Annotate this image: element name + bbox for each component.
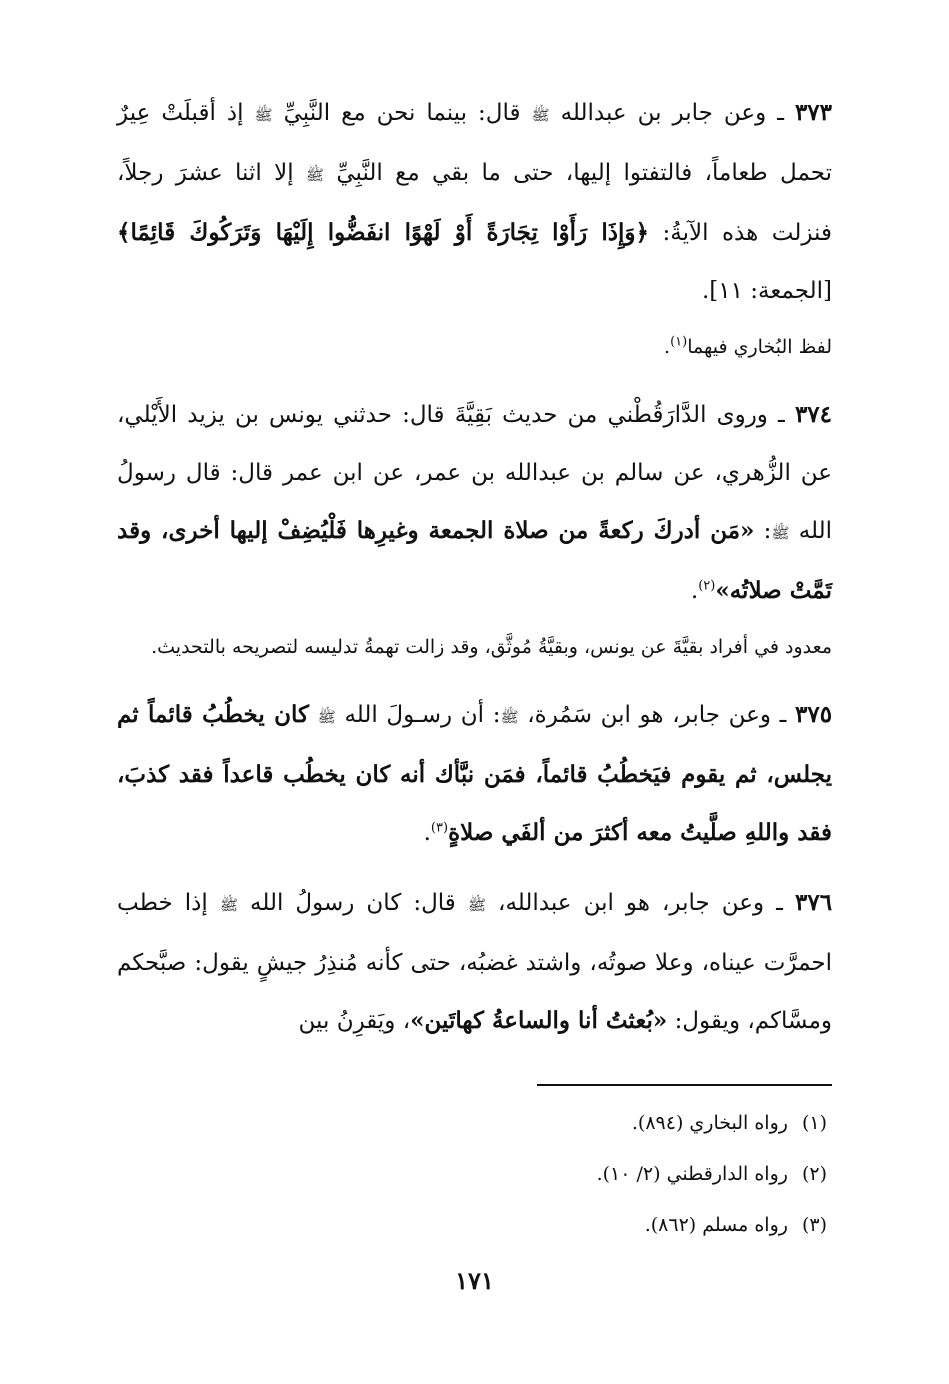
footnote-mark: (٣): [801, 1214, 827, 1236]
footnote-text: رواه مسلم (٨٦٢).: [644, 1214, 788, 1236]
end-mark: .: [423, 820, 431, 846]
page-body: [117, 84, 832, 1050]
hadith-text: ـ وعن جابر، هو ابن سَمُرة،: [527, 702, 787, 728]
footnote-item: [117, 1098, 827, 1149]
page-number: ١٧١: [455, 1266, 494, 1295]
footnote-text: رواه الدارقطني (٢/ ١٠).: [596, 1163, 788, 1185]
footnote-ref: (٣): [430, 820, 449, 836]
note-text: لفظ البُخاري فيهما: [687, 336, 832, 358]
hadith-quote: «مَن أدركَ ركعةً من صلاة الجمعة وغيرِها فَلْيُضِفْ إليها أخرى، وقد تَمَّتْ صلاتُه»: [117, 517, 832, 604]
hadith-376: [117, 874, 832, 1050]
colon: :: [763, 518, 772, 544]
hadith-text: ـ وعن جابر، هو ابن عبدالله،: [498, 890, 783, 916]
hadith-373: [117, 84, 832, 320]
verse-source: [الجمعة: ١١].: [701, 278, 832, 304]
hadith-number: ٣٧٥: [794, 701, 833, 728]
footnote-text: رواه البخاري (٨٩٤).: [631, 1112, 788, 1134]
hadith-number: ٣٧٣: [794, 99, 833, 126]
note-end: .: [664, 336, 671, 358]
honorific: ﷺ: [305, 166, 325, 184]
footnote-ref: (٢): [698, 578, 716, 594]
hadith-374: [117, 386, 832, 620]
hadith-text: : أن رسـولَ الله: [344, 702, 501, 728]
footnote-item: [117, 1149, 827, 1200]
hadith-number: ٣٧٤: [794, 401, 832, 428]
hadith-text: إذا خطب احمرَّت عيناه، وعلا صوتُه، واشتد غضبُه، حتى كأنه مُنذِرُ جيشٍ يقول: صبَّحكم ومسَّاكم، ويقول:: [117, 890, 832, 1034]
hadith-number: ٣٧٦: [794, 889, 833, 916]
honorific: ﷺ: [531, 106, 550, 124]
commentary-note: معدود في أفراد بقيَّةَ عن يونس، وبقيَّةُ مُوثَّق، وقد زالت تهمةُ تدليسه لتصريحه بالتحديث.: [151, 636, 832, 658]
honorific: ﷺ: [467, 896, 486, 914]
hadith-text: إلا اثنا عشرَ رجلاً، فنزلت هذه الآيةُ:: [117, 160, 832, 246]
footnotes: [117, 1098, 827, 1251]
footnote-divider: [537, 1084, 832, 1086]
honorific: ﷺ: [254, 106, 273, 124]
hadith-text: قال: كان رسولُ الله: [250, 890, 456, 916]
hadith-text: ـ وروى الدَّارَقُطْني من حديث بَقِيَّةَ قال: حدثني يونس بن يزيد الأَيْلي، عن الزُّهري، عن سالم بن عبدالله بن عمر، عن ابن عمر قال: قال رسولُ الله: [117, 402, 833, 544]
hadith-text: قال: بينما نحن مع النَّبِيِّ: [283, 100, 521, 126]
end-mark: .: [690, 578, 699, 604]
honorific: ﷺ: [771, 524, 790, 542]
hadith-text: كان يخطُبُ قائماً ثم يجلس، ثم يقوم فيَخطُبُ قائماً، فمَن نبَّأك أنه كان يخطُب قاعداً فقد كذبَ، فقد واللهِ صلَّيتُ معه أكثرَ من ألفَي صلاةٍ: [117, 701, 832, 846]
commentary-note: [117, 320, 832, 374]
quran-verse: ﴿وَإِذَا رَأَوْا تِجَارَةً أَوْ لَهْوًا انفَضُّوا إِلَيْهَا وَتَرَكُوكَ قَائِمًا﴾: [117, 219, 649, 246]
hadith-quote: «بُعثتُ أنا والساعةُ كهاتَين»: [410, 1007, 668, 1034]
hadith-375: [117, 686, 832, 862]
hadith-text: إذ أقبلَتْ عِيرٌ تحمل طعاماً، فالتفتوا إليها، حتى ما بقي مع النَّبِيِّ: [117, 100, 832, 186]
footnote-mark: (١): [801, 1112, 827, 1134]
honorific: ﷺ: [219, 896, 238, 914]
footnote-mark: (٢): [801, 1163, 827, 1185]
honorific: ﷺ: [317, 708, 336, 726]
honorific: ﷺ: [500, 708, 519, 726]
footnote-item: [117, 1200, 827, 1251]
footnote-ref: (١): [670, 334, 688, 350]
hadith-text: ، ويَقرِنُ بين: [298, 1008, 411, 1034]
hadith-text: ـ وعن جابر بن عبدالله: [560, 100, 784, 126]
